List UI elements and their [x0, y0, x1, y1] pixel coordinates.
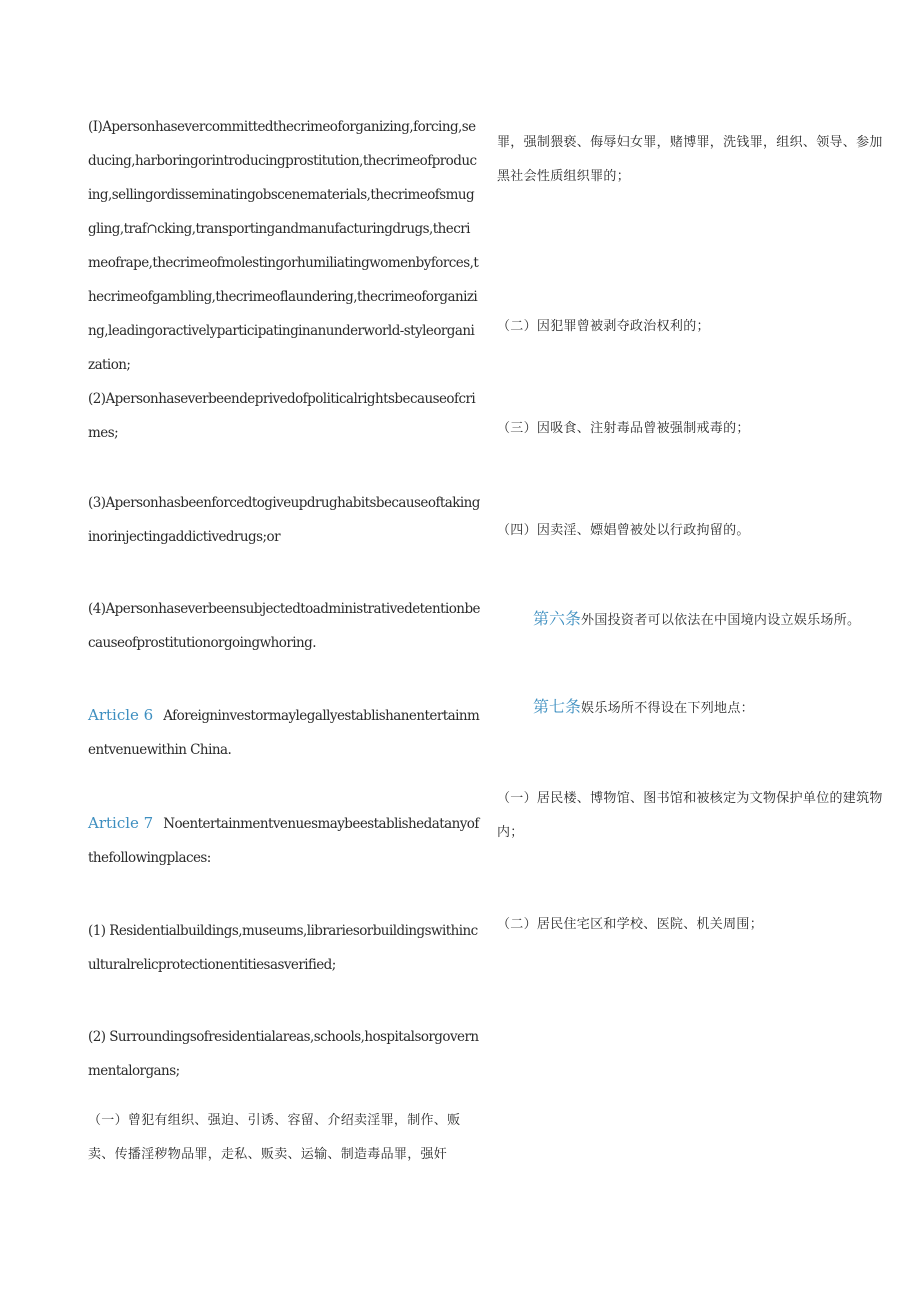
paragraph-item-4: (4)Apersonhaseverbeensubjectedtoadministrativedetentionbecauseofprostitutionorgoingwhoring.	[88, 601, 480, 651]
paragraph-item-6: (2) Surroundingsofresidentialareas,schools,hospitalsorgovernmentalorgans;	[88, 1029, 479, 1079]
article-6-zh-text: 外国投资者可以依法在中国境内设立娱乐场所。	[581, 613, 861, 628]
paragraph-item-5: (1) Residentialbuildings,museums,librariesorbuildingswithinculturalrelicprotectionentitiesasverified;	[88, 923, 478, 973]
article-6-text: Aforeigninvestormaylegallyestablishanentertainmentvenuewithin China.	[88, 708, 480, 758]
zh-paragraph-6: （二）居民住宅区和学校、医院、机关周围；	[497, 917, 764, 932]
zh-paragraph-3: （三）因吸食、注射毒品曾被强制戒毒的；	[497, 421, 750, 436]
paragraph-item-2: (2)Apersonhaseverbeendeprivedofpoliticalrightsbecauseofcrimes;	[88, 391, 476, 441]
article-7-text: Noentertainmentvenuesmaybeestablishedatanyofthefollowingplaces:	[88, 816, 479, 866]
zh-paragraph-1-continued: 罪，强制猥亵、侮辱妇女罪，赌博罪，洗钱罪，组织、领导、参加黑社会性质组织罪的；	[497, 135, 883, 184]
zh-paragraph-5: （一）居民楼、博物馆、图书馆和被核定为文物保护单位的建筑物内；	[497, 791, 883, 840]
article-6-zh	[497, 602, 892, 638]
article-7-zh-text: 娱乐场所不得设在下列地点：	[581, 701, 754, 716]
zh-paragraph-4: （四）因卖淫、嫖娼曾被处以行政拘留的。	[497, 523, 750, 538]
article-7-zh	[497, 690, 892, 726]
article-6-zh-label: 第六条	[533, 609, 582, 628]
paragraph-item-1: (I)Apersonhasevercommittedthecrimeoforganizing,forcing,seducing,harboringorintroducingprostitution,thecrimeofproducing,sellingordisseminatingobscenematerials,thecrimeofsmuggling,traf∩cking,transportingandmanufacturingdrugs,thecrimeofrape,thecrimeofmolestingorhumiliatingwomenbyforces,thecrimeofgambling,thecrimeoflaundering,thecrimeoforganizing,leadingoractivelyparticipatinginanunderworld-styleorganization;	[88, 119, 479, 373]
article-7-zh-label: 第七条	[533, 697, 582, 716]
paragraph-item-3: (3)Apersonhasbeenforcedtogiveupdrughabitsbecauseoftakinginorinjectingaddictivedrugs;or	[88, 495, 480, 545]
article-7-label: Article 7	[88, 814, 154, 832]
zh-paragraph-1: （一）曾犯有组织、强迫、引诱、容留、介绍卖淫罪，制作、贩卖、传播淫秽物品罪，走私、贩卖、运输、制造毒品罪，强奸	[88, 1113, 461, 1162]
article-6-en	[88, 698, 480, 767]
zh-paragraph-2: （二）因犯罪曾被剥夺政治权利的；	[497, 319, 710, 334]
article-6-label: Article 6	[88, 706, 154, 724]
article-7-en	[88, 806, 480, 875]
